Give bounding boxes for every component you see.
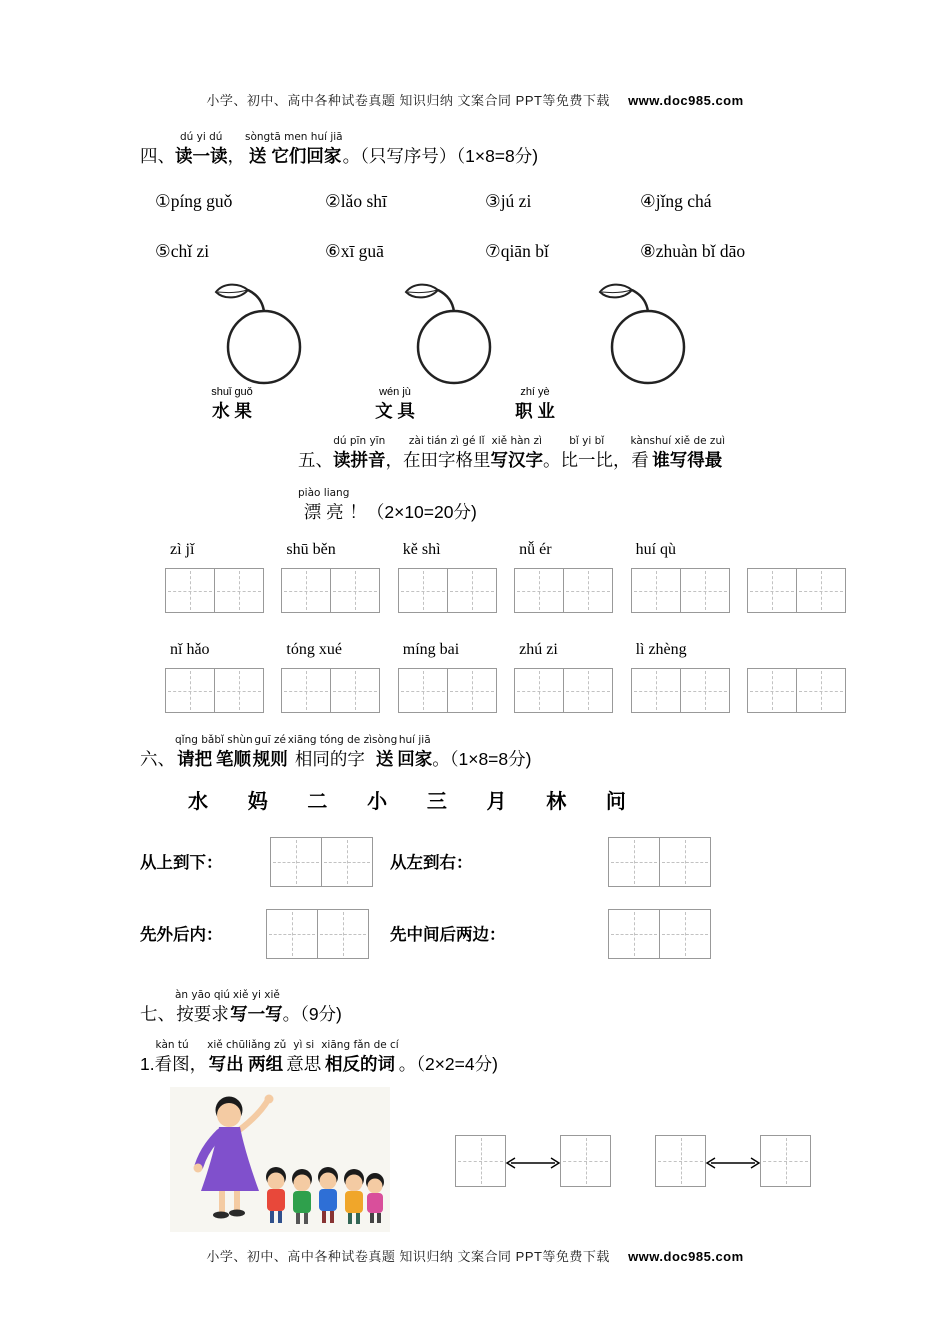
word-column [165,539,264,613]
tianzige-cell [659,909,711,959]
tianzige-cell [514,668,564,713]
section6-character-row [188,789,626,815]
category-pinyin: zhí yè [520,386,550,398]
word-column [514,539,613,613]
tianzige-cell [747,668,797,713]
option-item-8: ⑧zhuàn bǐ dāo [640,241,746,261]
option-item-4: ④jǐng chá [640,191,712,211]
stroke-char: 三 [426,791,447,813]
tianzige-cell [165,568,215,613]
word-column [514,639,613,713]
option-item-5: ⑤chǐ zi [155,241,210,261]
tianzige-cell [680,668,730,713]
rule-top-to-bottom-label: 从上到下： [140,854,223,872]
word-column [165,639,264,713]
pinyin-word: lì zhèng [635,641,687,658]
tianzige-cell [796,668,846,713]
word-column [631,539,730,613]
section4-options [155,189,745,263]
antonym-box-2b [760,1135,811,1187]
tianzige-grid [747,568,846,613]
tianzige-cell [165,668,215,713]
tianzige-cell [317,909,369,959]
page-header [0,90,950,109]
category-occupation [503,386,567,423]
pinyin-word: míng bai [402,641,460,658]
pinyin-word: nǚ ér [519,541,552,558]
pinyin-word: zì jǐ [170,541,195,558]
section7-subquestion: 1. kàn tú 看图 ， xiě chū 写出 liǎng zǔ 两组 yì si 意思 xiāng fǎn de cí 相反的词 。（2×2=4分) [140,1039,498,1074]
tianzige-cell [563,668,613,713]
tianzige-cell [760,1135,811,1187]
stroke-char: 妈 [247,791,268,813]
word-column [398,539,497,613]
apple-outline-icon [592,281,702,386]
header-site-link[interactable]: www.doc985.com [628,93,744,108]
category-label: 文 具 [375,401,415,421]
tianzige-cell [398,668,448,713]
pinyin-word: tóng xué [286,641,342,658]
section7-title: 七、 àn yāo qiú 按要求 xiě yi xiě 写一写 。（9分) [140,989,342,1024]
stroke-char: 小 [367,791,388,813]
rule-outside-first-label: 先外后内： [140,926,223,944]
category-label: 职 业 [515,401,555,421]
rule-left-to-right-label: 从左到右： [390,854,473,872]
section6-title: 六、 qǐng bǎ 请把 bǐ shùn 笔顺 guī zé 规则 xiāng tóng de zì 相同的字 sòng 送 huí jiā 回家 。（1×8=8分) [140,734,532,769]
footer-text: 小学、初中、高中各种试卷真题 知识归纳 文案合同 PPT等免费下载 [206,1249,610,1264]
tianzige-cell [398,568,448,613]
answer-grid-middle-first [608,909,711,959]
option-item-3: ③jú zi [485,191,532,211]
option-item-2: ②lǎo shī [325,191,387,211]
stroke-char: 问 [605,791,626,813]
tianzige-grid [631,668,730,713]
tianzige-cell [270,837,322,887]
category-pinyin: shuǐ guǒ [211,386,253,398]
tianzige-cell [214,568,264,613]
tianzige-cell [330,568,380,613]
pinyin-word: shū běn [286,541,336,558]
tianzige-cell [608,837,660,887]
double-arrow-icon [705,1156,761,1170]
stroke-char: 林 [546,791,567,813]
category-pinyin: wén jù [379,386,411,398]
pinyin-word: kě shì [402,541,441,558]
tianzige-cell [281,568,331,613]
category-label: 水 果 [212,401,252,421]
apple-outline-icon [208,281,318,386]
pinyin-word: huí qù [635,541,677,558]
stroke-char: 水 [188,791,208,813]
category-stationery [363,386,427,423]
pinyin-word: zhú zi [519,641,558,658]
tianzige-cell [447,668,497,713]
word-column [398,639,497,713]
tianzige-cell [514,568,564,613]
tianzige-grid [398,568,497,613]
tianzige-grid [165,568,264,613]
tianzige-grid [281,568,380,613]
teacher-children-illustration [170,1087,390,1232]
answer-grid-left-to-right [608,837,711,887]
section5-title-line2: piào liang 漂 亮 ！（2×10=20分) [298,487,477,522]
tianzige-cell [631,668,681,713]
antonym-box-2a [655,1135,706,1187]
tianzige-cell [655,1135,706,1187]
rule-middle-first-label: 先中间后两边： [390,926,506,944]
tianzige-cell [608,909,660,959]
stroke-char: 月 [486,791,507,813]
category-fruits [200,386,264,423]
section5-word-row-2 [165,639,846,713]
stroke-char: 二 [307,791,328,813]
tianzige-cell [796,568,846,613]
option-item-6: ⑥xī guā [325,241,384,261]
section5-title-line1: 五、 dú pīn yīn 读拼音 ， zài tián zì gé lǐ 在田字格里 xiě hàn zì 写汉字 。 bǐ yi bǐ 比一比 ， kàn 看 shuí xiě de zuì 谁写得最 [298,435,726,470]
word-column [281,539,380,613]
tianzige-cell [563,568,613,613]
tianzige-cell [680,568,730,613]
tianzige-grid [281,668,380,713]
tianzige-cell [281,668,331,713]
word-column [631,639,730,713]
tianzige-grid [514,668,613,713]
header-text: 小学、初中、高中各种试卷真题 知识归纳 文案合同 PPT等免费下载 [206,93,610,108]
section4-title: 四、 dú yi dú 读一读 ， sòng 送 tā men huí jiā 它们回家 。（只写序号）（1×8=8分) [140,131,539,166]
tianzige-cell [266,909,318,959]
tianzige-cell [214,668,264,713]
answer-grid-top-to-bottom [270,837,373,887]
option-item-1: ①píng guǒ [155,191,233,211]
tianzige-cell [321,837,373,887]
tianzige-grid [747,668,846,713]
word-column [747,539,846,613]
tianzige-cell [631,568,681,613]
footer-site-link[interactable]: www.doc985.com [628,1249,744,1264]
tianzige-grid [631,568,730,613]
pinyin-word: nǐ hǎo [170,641,210,658]
tianzige-grid [514,568,613,613]
option-item-7: ⑦qiān bǐ [485,241,549,261]
tianzige-grid [398,668,497,713]
tianzige-cell [747,568,797,613]
tianzige-cell [447,568,497,613]
page-footer [0,1246,950,1265]
double-arrow-icon [505,1156,561,1170]
antonym-box-1b [560,1135,611,1187]
tianzige-grid [165,668,264,713]
word-column [281,639,380,713]
tianzige-cell [560,1135,611,1187]
word-column [747,639,846,713]
section5-word-row-1 [165,539,846,613]
answer-grid-outside-first [266,909,369,959]
antonym-box-1a [455,1135,506,1187]
apple-outline-icon [398,281,508,386]
tianzige-cell [659,837,711,887]
tianzige-cell [330,668,380,713]
tianzige-cell [455,1135,506,1187]
